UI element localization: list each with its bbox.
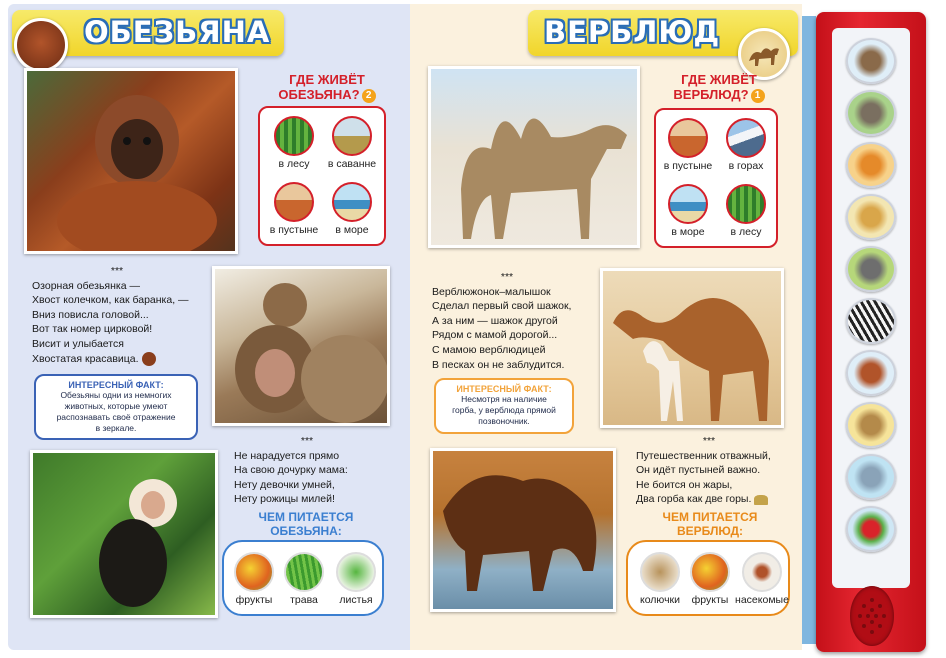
- camel-sound-button[interactable]: [846, 402, 896, 448]
- monkey-poem-2: *** Не нарадуется прямо На свою дочурку мама: Нету девочки умней, Нету рожицы милей!: [234, 435, 348, 506]
- question-number-badge: 1: [751, 89, 765, 103]
- bear-sound-button[interactable]: [846, 38, 896, 84]
- habitat-option-sea[interactable]: в море: [322, 182, 382, 236]
- camel-poem-2: *** Путешественник отважный, Он идёт пустыней важно. Не боится он жары, Два горба как две горы.: [636, 435, 771, 506]
- bactrian-camel-photo: [428, 66, 640, 248]
- fruits-icon: [690, 552, 730, 592]
- mountains-icon: [726, 118, 766, 158]
- camel-page-title: ВЕРБЛЮД: [544, 15, 721, 49]
- orangutan-photo: [24, 68, 238, 254]
- habitat-option-desert[interactable]: в пустыне: [658, 118, 718, 172]
- leaves-icon: [336, 552, 376, 592]
- camel-habitat-question: ГДЕ ЖИВЁТ ВЕРБЛЮД? 1: [654, 72, 784, 103]
- fruits-icon: [234, 552, 274, 592]
- monkey-habitat-options: [258, 106, 386, 246]
- tiger-sound-button[interactable]: [846, 142, 896, 188]
- speaker-grille-icon: [850, 586, 894, 646]
- camel-food-options: [626, 540, 790, 616]
- food-fruits[interactable]: фрукты: [682, 552, 738, 606]
- book-spine: [802, 16, 816, 644]
- monkey-page-title: ОБЕЗЬЯНА: [84, 15, 271, 49]
- forest-icon: [726, 184, 766, 224]
- food-insects[interactable]: насекомые: [734, 552, 790, 606]
- orangutan-avatar-icon: [14, 18, 68, 72]
- habitat-option-forest[interactable]: в лесу: [716, 184, 776, 238]
- camel-mother-baby-photo: [600, 268, 784, 428]
- zebra-sound-button[interactable]: [846, 298, 896, 344]
- grass-icon: [284, 552, 324, 592]
- food-fruits[interactable]: фрукты: [226, 552, 282, 606]
- habitat-option-savanna[interactable]: в саванне: [322, 116, 382, 170]
- orangutan-sound-button[interactable]: [846, 350, 896, 396]
- elephant-sound-button[interactable]: [846, 246, 896, 292]
- food-leaves[interactable]: листья: [328, 552, 384, 606]
- insects-icon: [742, 552, 782, 592]
- food-thorns[interactable]: колючки: [632, 552, 688, 606]
- drinking-camel-photo: [430, 448, 616, 612]
- savanna-icon: [332, 116, 372, 156]
- wolf-sound-button[interactable]: [846, 90, 896, 136]
- sound-button-panel: [816, 12, 926, 652]
- monkey-food-title: ЧЕМ ПИТАЕТСЯ ОБЕЗЬЯНА:: [258, 510, 354, 538]
- desert-icon: [274, 182, 314, 222]
- camel-habitat-options: [654, 108, 778, 248]
- orangutan-mini-icon: [142, 352, 156, 366]
- parrot-sound-button[interactable]: [846, 506, 896, 552]
- habitat-option-desert[interactable]: в пустыне: [264, 182, 324, 236]
- monkey-food-options: [222, 540, 384, 616]
- lion-sound-button[interactable]: [846, 194, 896, 240]
- habitat-option-forest[interactable]: в лесу: [264, 116, 324, 170]
- sea-icon: [668, 184, 708, 224]
- camel-poem-1: *** Верблюжонок–малышок Сделал первый свой шажок, А за ним — шажок другой Рядом с мамой дорогой... С мамою верблюдицей В песках он не заблудится.: [432, 271, 572, 371]
- dolphin-sound-button[interactable]: [846, 454, 896, 500]
- camel-fact-box: ИНТЕРЕСНЫЙ ФАКТ: Несмотря на наличие горба, у верблюда прямой позвоночник.: [434, 378, 574, 434]
- desert-icon: [668, 118, 708, 158]
- macaques-photo: [212, 266, 390, 426]
- habitat-option-sea[interactable]: в море: [658, 184, 718, 238]
- camel-mini-icon: [754, 495, 768, 505]
- camel-food-title: ЧЕМ ПИТАЕТСЯ ВЕРБЛЮД:: [662, 510, 758, 538]
- sea-icon: [332, 182, 372, 222]
- habitat-option-mountains[interactable]: в горах: [716, 118, 776, 172]
- monkey-fact-box: ИНТЕРЕСНЫЙ ФАКТ: Обезьяны одни из немногих животных, которые умеют распознавать своё отражение в зеркале.: [34, 374, 198, 440]
- food-grass[interactable]: трава: [276, 552, 332, 606]
- monkey-poem-1: *** Озорная обезьянка — Хвост колечком, как баранка, — Вниз повисла головой... Вот так номер цирковой! Висит и улыбается Хвостатая красавица.: [32, 265, 189, 365]
- capuchin-photo: [30, 450, 218, 618]
- thorns-icon: [640, 552, 680, 592]
- monkey-habitat-question: ГДЕ ЖИВЁТ ОБЕЗЬЯНА? 2: [262, 72, 392, 103]
- forest-icon: [274, 116, 314, 156]
- question-number-badge: 2: [362, 89, 376, 103]
